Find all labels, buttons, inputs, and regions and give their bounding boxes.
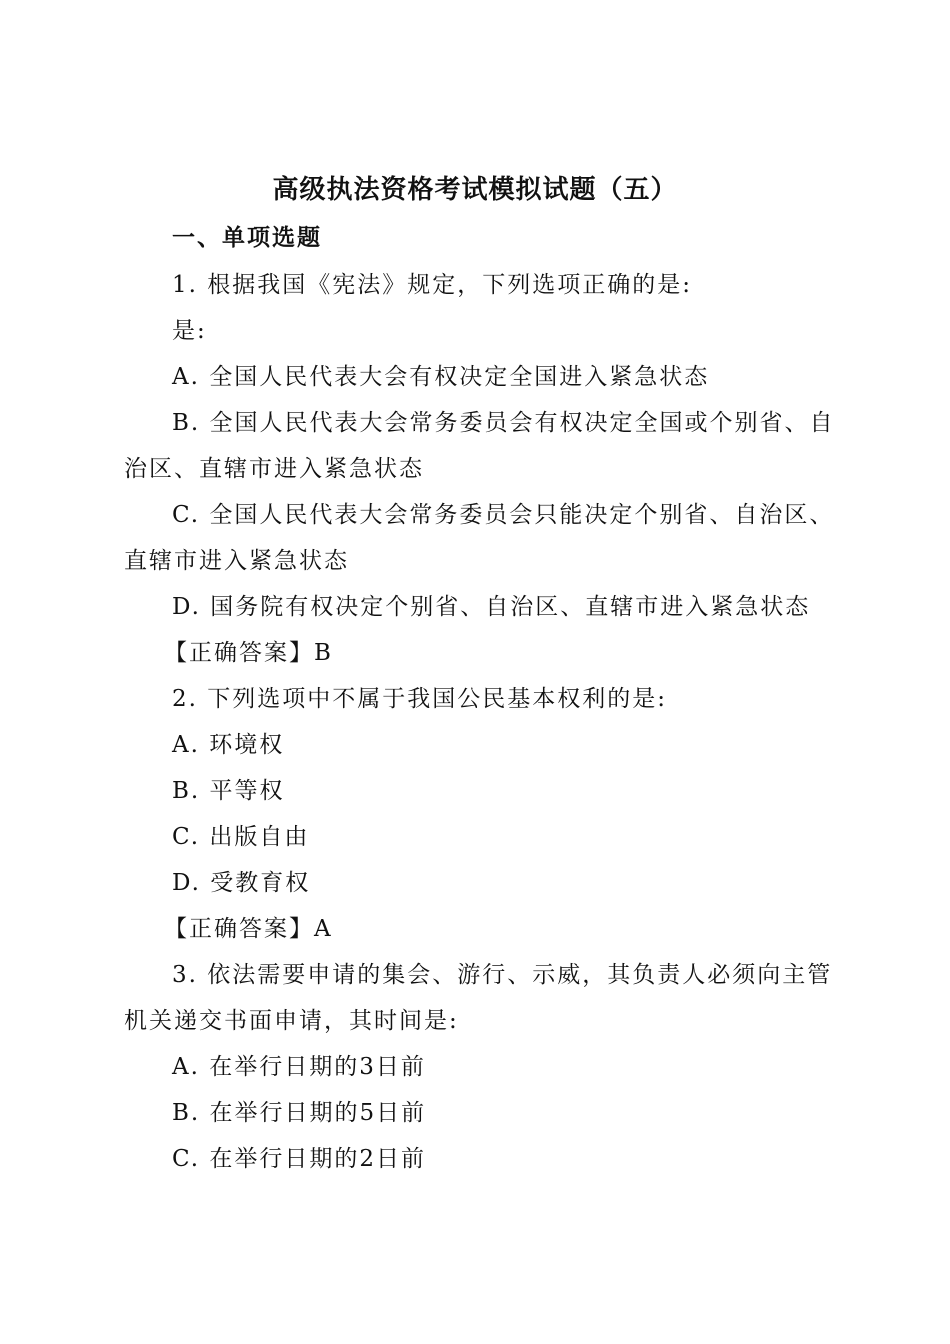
question-1-option-a: A. 全国人民代表大会有权决定全国进入紧急状态 (172, 364, 710, 390)
question-3-option-a: A. 在举行日期的3日前 (172, 1054, 426, 1080)
question-3-option-b: B. 在举行日期的5日前 (172, 1100, 427, 1126)
question-2-stem: 2. 下列选项中不属于我国公民基本权利的是: (172, 686, 668, 712)
question-1-answer: 【正确答案】B (164, 640, 333, 666)
question-list (124, 262, 836, 1182)
page-title: 高级执法资格考试模拟试题（五） (272, 175, 678, 205)
question-3-stem: 3. 依法需要申请的集会、游行、示威，其负责人必须向主管机关递交书面申请，其时间是: (124, 962, 833, 1034)
question-2-option-a: A. 环境权 (172, 732, 285, 758)
question-1-stem-continuation: 是: (172, 318, 207, 344)
question-1-option-d: D. 国务院有权决定个别省、自治区、直辖市进入紧急状态 (172, 594, 811, 620)
question-2-option-d: D. 受教育权 (172, 870, 311, 896)
question-1-option-c: C. 全国人民代表大会常务委员会只能决定个别省、自治区、直辖市进入紧急状态 (124, 502, 835, 574)
question-2-option-c: C. 出版自由 (172, 824, 310, 850)
question-3-option-c: C. 在举行日期的2日前 (172, 1146, 427, 1172)
question-2-answer: 【正确答案】A (164, 916, 333, 942)
question-1-option-b: B. 全国人民代表大会常务委员会有权决定全国或个别省、自治区、直辖市进入紧急状态 (124, 410, 835, 482)
section-heading: 一、单项选题 (172, 224, 322, 251)
question-2-option-b: B. 平等权 (172, 778, 285, 804)
question-1-stem: 1. 根据我国《宪法》规定，下列选项正确的是: (172, 272, 693, 298)
